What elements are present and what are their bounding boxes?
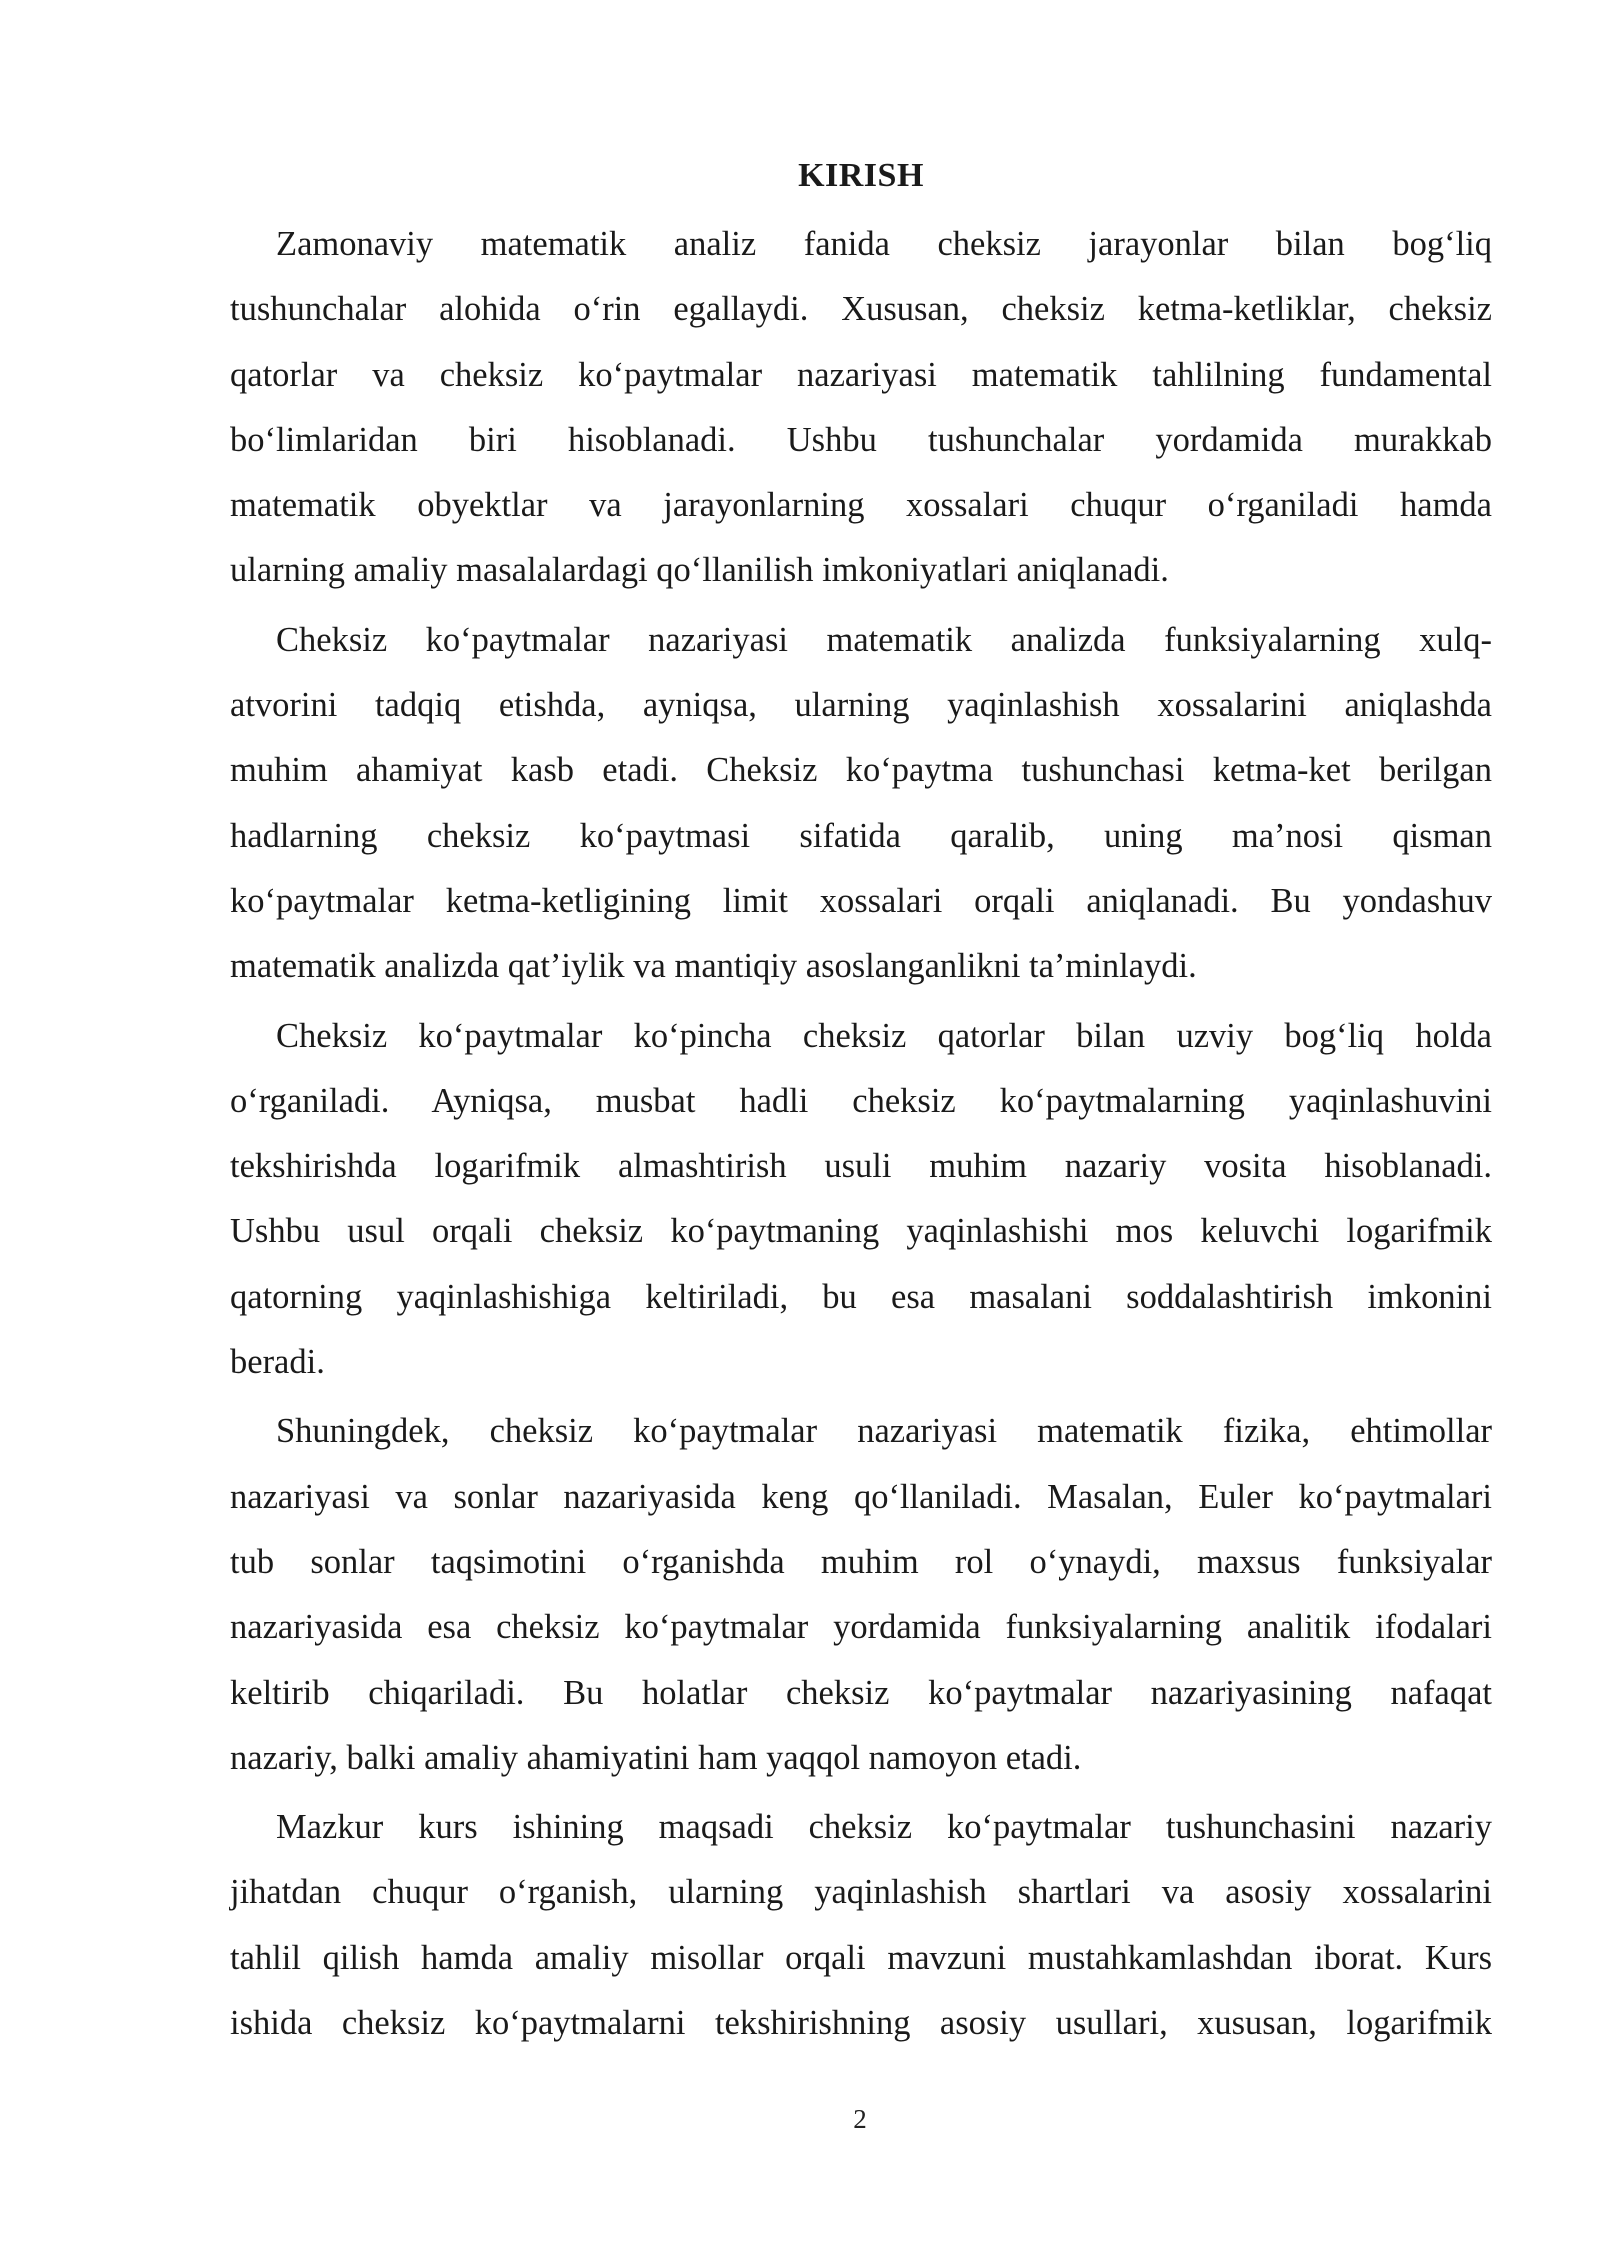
paragraph-4 xyxy=(230,1399,1492,1791)
paragraph-5 xyxy=(230,1795,1492,2056)
text-line: matematik obyektlar va jarayonlarning xossalari chuqur o‘rganiladi hamda xyxy=(230,486,1492,525)
text-line: matematik analizda qat’iylik va mantiqiy asoslanganlikni ta’minlaydi. xyxy=(230,947,1197,986)
paragraph-1 xyxy=(230,212,1492,604)
text-line: Ushbu usul orqali cheksiz ko‘paytmaning yaqinlashishi mos keluvchi logarifmik xyxy=(230,1212,1492,1251)
text-line: Cheksiz ko‘paytmalar ko‘pincha cheksiz qatorlar bilan uzviy bog‘liq holda xyxy=(276,1016,1492,1055)
text-line: beradi. xyxy=(230,1343,325,1382)
text-line: ularning amaliy masalalardagi qo‘llanilish imkoniyatlari aniqlanadi. xyxy=(230,551,1169,590)
text-line: muhim ahamiyat kasb etadi. Cheksiz ko‘paytma tushunchasi ketma-ket berilgan xyxy=(230,751,1492,790)
text-line: ishida cheksiz ko‘paytmalarni tekshirishning asosiy usullari, xususan, logarifmik xyxy=(230,2004,1492,2043)
text-line: nazariyasi va sonlar nazariyasida keng qo‘llaniladi. Masalan, Euler ko‘paytmalari xyxy=(230,1477,1492,1516)
page-content xyxy=(230,148,1492,2060)
text-line: nazariy, balki amaliy ahamiyatini ham yaqqol namoyon etadi. xyxy=(230,1738,1082,1777)
paragraph-3 xyxy=(230,1004,1492,1396)
text-line: tub sonlar taqsimotini o‘rganishda muhim rol o‘ynaydi, maxsus funksiyalar xyxy=(230,1542,1492,1581)
text-line: Mazkur kurs ishining maqsadi cheksiz ko‘paytmalar tushunchasini nazariy xyxy=(276,1808,1492,1847)
page-number: 2 xyxy=(853,2104,867,2134)
text-line: qatorlar va cheksiz ko‘paytmalar nazariyasi matematik tahlilning fundamental xyxy=(230,355,1492,394)
text-line: Cheksiz ko‘paytmalar nazariyasi matematik analizda funksiyalarning xulq- xyxy=(276,620,1492,659)
text-line: o‘rganiladi. Ayniqsa, musbat hadli cheksiz ko‘paytmalarning yaqinlashuvini xyxy=(230,1081,1492,1120)
text-line: tushunchalar alohida o‘rin egallaydi. Xususan, cheksiz ketma-ketliklar, cheksiz xyxy=(230,290,1492,329)
text-line: keltirib chiqariladi. Bu holatlar cheksiz ko‘paytmalar nazariyasining nafaqat xyxy=(230,1673,1492,1712)
text-line: ko‘paytmalar ketma-ketligining limit xossalari orqali aniqlanadi. Bu yondashuv xyxy=(230,881,1492,920)
text-line: tahlil qilish hamda amaliy misollar orqali mavzuni mustahkamlashdan iborat. Kurs xyxy=(230,1938,1492,1977)
text-line: Shuningdek, cheksiz ko‘paytmalar nazariyasi matematik fizika, ehtimollar xyxy=(276,1412,1492,1451)
text-line: Zamonaviy matematik analiz fanida cheksiz jarayonlar bilan bog‘liq xyxy=(276,225,1492,263)
text-line: bo‘limlaridan biri hisoblanadi. Ushbu tushunchalar yordamida murakkab xyxy=(230,420,1492,459)
text-line: hadlarning cheksiz ko‘paytmasi sifatida qaralib, uning ma’nosi qisman xyxy=(230,816,1492,855)
text-line: atvorini tadqiq etishda, ayniqsa, ularning yaqinlashish xossalarini aniqlashda xyxy=(230,686,1492,725)
paragraph-2 xyxy=(230,608,1492,1000)
section-title: KIRISH xyxy=(798,157,924,194)
text-line: qatorning yaqinlashishiga keltiriladi, bu esa masalani soddalashtirish imkonini xyxy=(230,1277,1492,1316)
text-line: tekshirishda logarifmik almashtirish usuli muhim nazariy vosita hisoblanadi. xyxy=(230,1147,1492,1186)
text-line: jihatdan chuqur o‘rganish, ularning yaqinlashish shartlari va asosiy xossalarini xyxy=(230,1873,1492,1912)
text-line: nazariyasida esa cheksiz ko‘paytmalar yordamida funksiyalarning analitik ifodalari xyxy=(230,1608,1492,1647)
